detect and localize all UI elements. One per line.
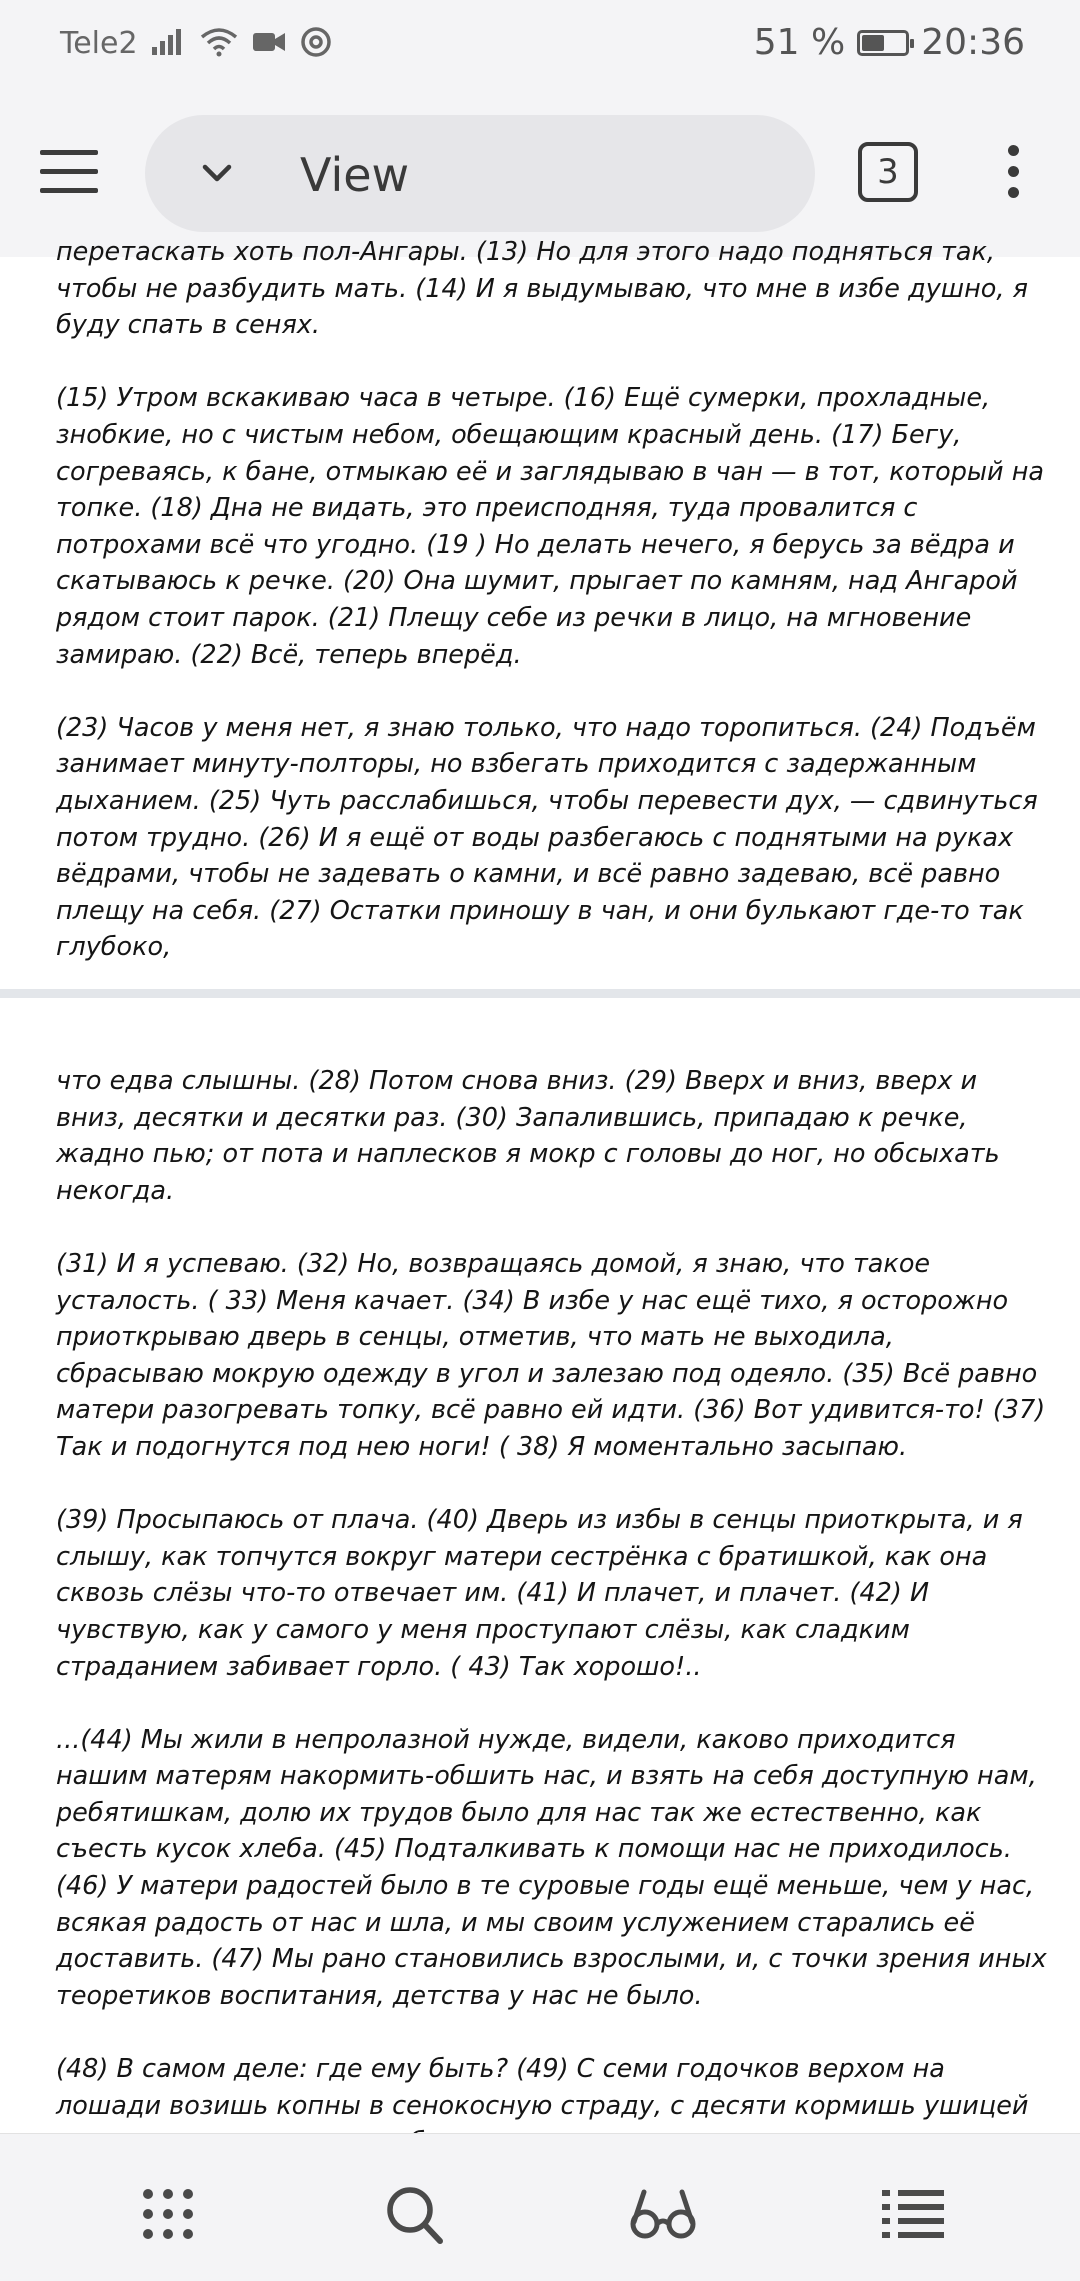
status-right bbox=[754, 22, 1025, 63]
paragraph: (31) И я успеваю. (32) Но, возвращаясь домой, я знаю, что такое усталость. ( 33) Меня качает. (34) В избе у нас ещё тихо, я осторожно приоткрываю дверь в сенцы, отметив, что мать не выходила, сбрасываю мокрую одежду в угол и залезаю под одеяло. (35) Всё равно матери разогревать топку, всё равно ей идти. (36) Вот удивится-то! (37) Так и подогнутся под нею ноги! ( 38) Я моментально засыпаю. bbox=[56, 1248, 1046, 1462]
battery-level-fill bbox=[862, 35, 883, 51]
paragraph: (39) Просыпаюсь от плача. (40) Дверь из избы в сенцы приоткрыта, и я слышу, как топчутся вокруг матери сестрёнка с братишкой, как она сквозь слёзы что-то отвечает им. (41) И плачет, и плачет. (42) И чувствую, как у самого у меня проступают слёзы, как сладким страданием забивает горло. ( 43) Так хорошо!.. bbox=[56, 1505, 1023, 1682]
status-bar bbox=[0, 0, 1080, 95]
hamburger-menu-icon[interactable] bbox=[40, 150, 100, 196]
page-separator bbox=[0, 989, 1080, 998]
signal-icon bbox=[150, 27, 186, 57]
paragraph: (23) Часов у меня нет, я знаю только, что надо торопиться. (24) Подъём занимает минуту-полторы, но взбегать приходится с задержанным дыханием. (25) Чуть расслабишься, чтобы перевести дух, — сдвинуться потом трудно. (26) И я ещё от воды разбегаюсь с поднятыми на руках вёдрами, чтобы не задевать о камни, и всё равно задеваю, всё равно плещу на себя. (27) Остатки приношу в чан, и они булькают где-то так глубоко, bbox=[56, 712, 1038, 963]
document-page-2 bbox=[0, 998, 1080, 2133]
paragraph: что едва слышны. (28) Потом снова вниз. (29) Вверх и вниз, вверх и вниз, десятки и десятки раз. (30) Запалившись, припадаю к речке, жадно пью; от пота и наплесков я мокр с головы до ног, но обсыхать некогда. bbox=[56, 1066, 1000, 1206]
search-icon[interactable] bbox=[380, 2184, 450, 2244]
at-sign-icon bbox=[300, 26, 332, 58]
tabs-count-button[interactable]: 3 bbox=[858, 142, 918, 202]
wifi-icon bbox=[200, 27, 238, 57]
status-icons bbox=[150, 26, 332, 58]
paragraph: ...(44) Мы жили в непролазной нужде, видели, каково приходится нашим матерям накормить-обшить нас, и взять на себя доступную нам, ребятишкам, долю их трудов было для нас так же естественно, как съесть кусок хлеба. (45) Подталкивать к помощи нас не приходилось. (46) У матери радостей было в те суровые годы ещё меньше, чем у нас, всякая радость от нас и шла, и мы своим услужением старались её доставить. (47) Мы рано становились взрослыми, и, с точки зрения иных теоретиков воспитания, детства у нас не было. bbox=[56, 1724, 1047, 2011]
video-call-icon bbox=[252, 29, 286, 55]
page-2-text bbox=[56, 1063, 1048, 2234]
page-1-text bbox=[56, 234, 1048, 1002]
bottom-navigation-bar bbox=[0, 2133, 1080, 2281]
chevron-down-icon bbox=[197, 153, 237, 193]
battery-percent: 51 % bbox=[753, 22, 846, 63]
paragraph: (15) Утром вскакиваю часа в четыре. (16) Ещё сумерки, прохладные, знобкие, но с чистым небом, обещающим красный день. (17) Бегу, согреваясь, к бане, отмыкаю её и заглядываю в чан — в тот, который на топке. (18) Дна не видать, это преисподняя, туда провалится с потрохами всё что угодно. (19 ) Но делать нечего, я берусь за вёдра и скатываюсь к речке. (20) Она шумит, прыгает по камням, над Ангарой рядом стоит парок. (21) Плещу себе из речки в лицо, на мгновение замираю. (22) Всё, теперь вперёд. bbox=[56, 383, 1045, 670]
carrier-name: Tele2 bbox=[60, 26, 138, 61]
view-mode-label: View bbox=[300, 148, 410, 202]
paragraph: перетаскать хоть пол-Ангары. (13) Но для этого надо подняться так, чтобы не разбудить мать. (14) И я выдумываю, что мне в избе душно, я буду спать в сенях. bbox=[56, 237, 1028, 341]
more-vertical-icon[interactable] bbox=[1005, 145, 1021, 201]
view-mode-dropdown[interactable] bbox=[145, 115, 815, 232]
paragraph: (48) В самом деле: где ему быть? (49) С семи годочков верхом на лошади возишь копны в сенокосную страду, с десяти кормишь ушицей bbox=[56, 2054, 1029, 2121]
battery-icon bbox=[857, 30, 909, 56]
clock: 20:36 bbox=[921, 22, 1025, 63]
list-contents-icon[interactable] bbox=[878, 2184, 948, 2244]
grid-apps-icon[interactable] bbox=[133, 2184, 203, 2244]
document-page-1 bbox=[0, 237, 1080, 989]
reading-glasses-icon[interactable] bbox=[628, 2184, 698, 2244]
